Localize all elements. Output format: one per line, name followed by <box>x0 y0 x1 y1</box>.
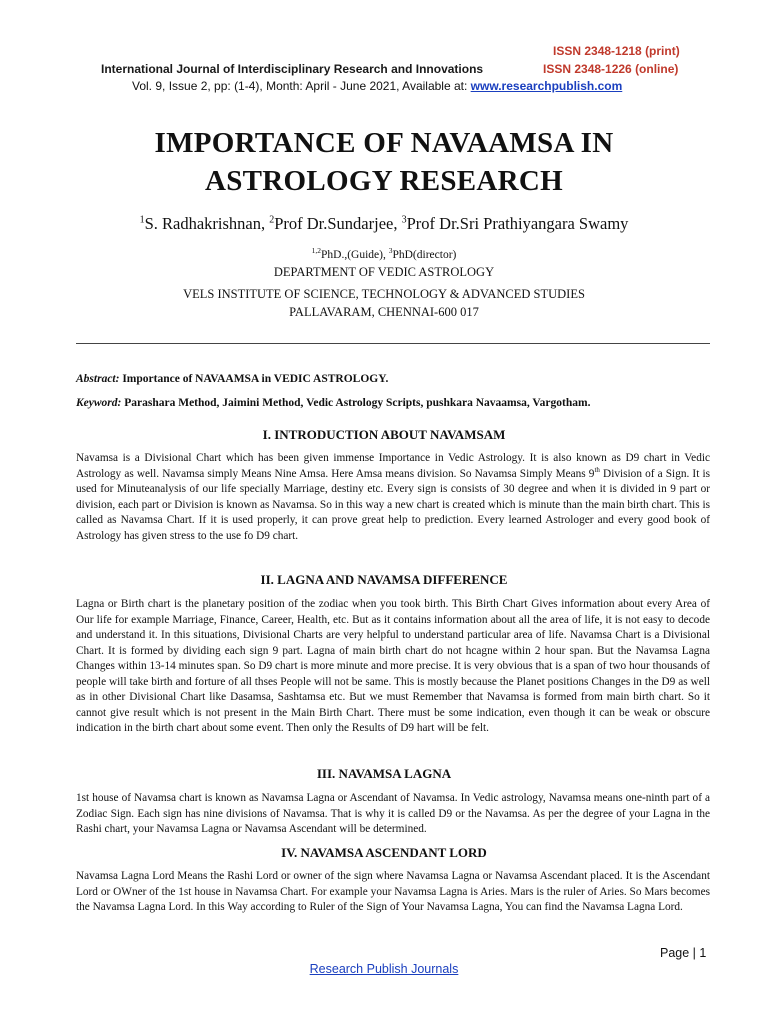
role-sup-2: 3 <box>388 246 393 255</box>
section-3-paragraph: 1st house of Navamsa chart is known as Navamsa Lagna or Ascendant of Navamsa. In Vedic astrology, Navamsa means one-ninth part of a Zodiac Sign. Each sign has nine divisions of Navamsa. That is why it is called D9 or the Navamsa. As per the degree of your Lagna in the Rashi chart, your Navamsa Lagna or Navamsa Ascendant will be determined. <box>76 792 710 835</box>
volume-text: Vol. 9, Issue 2, pp: (1-4), Month: April - June 2021, Available at: <box>132 79 471 93</box>
keyword-text: Parashara Method, Jaimini Method, Vedic Astrology Scripts, pushkara Navaamsa, Vargotham. <box>121 397 591 409</box>
address: PALLAVARAM, CHENNAI-600 017 <box>289 305 479 319</box>
section-2-paragraph: Lagna or Birth chart is the planetary position of the zodiac when you took birth. This Birth Chart Gives information about every Area of Our life for example Marriage, Finance, Career, Health, etc. But as it contains information about all the area of life, it is not easy to decode and understand it. In this situations, Divisional Charts are very helpful to understand particular area of life. Navamsa Chart is a Divisional Chart. It is formed by dividing each sign 9 part. Lagna of main birth chart do not hcagne within 2 hour span. But the Navamsa Lagna Changes within 13-14 minutes span. So D9 chart is more minute and more precise. It is very obvious that is a span of two hour thousands of people will take birth and forture of all thses People will not be same. This is mostly because the Planet positions Changes in the D9 as well as in other Divisional Chart like Dasamsa, Sashtamsa etc. But we must Remember that Navamsa is formed from main birth chart. So it cannot give result which is not present in the Main Birth Chart. There must be some indication, even though it can be weak or obscure indication in the birth chart about some event. Then only the Results of D9 hart will be felt. <box>76 598 710 734</box>
institute: VELS INSTITUTE OF SCIENCE, TECHNOLOGY & ADVANCED STUDIES <box>183 287 585 301</box>
volume-info <box>132 79 622 93</box>
author-3: Prof Dr.Sri Prathiyangara Swamy <box>406 214 629 233</box>
role-sup-1: 1,2 <box>311 246 322 255</box>
section-4-paragraph: Navamsa Lagna Lord Means the Rashi Lord or owner of the sign where Navamsa Lagna or Navamsa Ascendant placed. It is the Ascendant Lord or OWner of the 1st house in Navamsa Chart. For example your Navamsa Lagna is Aries. Mars is the ruler of Aries. So Mars becomes the Navamsa Lagna Lord. In this Way according to Ruler of the Sign of Your Navamsa Lagna, You can find the Navamsa Lagna Lord. <box>76 870 710 913</box>
section-1-text-a: Navamsa is a Divisional Chart which has been given immense Importance in Vedic Astrology. It is also known as D9 chart in Vedic Astrology as well. Navamsa simply Means Nine Amsa. Here Amsa means division. So Navamsa Simply Means 9 <box>76 452 710 480</box>
section-1-heading: I. INTRODUCTION ABOUT NAVAMSAM <box>262 427 506 442</box>
divider <box>76 343 710 344</box>
role-text-2: PhD(director) <box>392 248 457 261</box>
issn-online: ISSN 2348-1226 (online) <box>543 62 679 76</box>
abstract-text: Importance of NAVAAMSA in VEDIC ASTROLOGY. <box>119 373 389 385</box>
paper-title <box>0 124 768 200</box>
section-4-heading: IV. NAVAMSA ASCENDANT LORD <box>281 845 487 860</box>
department: DEPARTMENT OF VEDIC ASTROLOGY <box>273 265 495 279</box>
authors-line <box>0 214 768 234</box>
author-2: Prof Dr.Sundarjee, <box>274 214 402 233</box>
page-number: Page | 1 <box>660 946 707 960</box>
section-1-sup: th <box>594 465 600 474</box>
keywords <box>76 397 710 409</box>
issn-print: ISSN 2348-1218 (print) <box>553 44 680 58</box>
keyword-label: Keyword: <box>76 397 122 409</box>
title-line-1: IMPORTANCE OF NAVAAMSA IN <box>154 127 614 159</box>
title-line-2: ASTROLOGY RESEARCH <box>204 165 564 197</box>
abstract <box>76 373 710 385</box>
journal-url-link[interactable]: www.researchpublish.com <box>470 79 623 93</box>
section-1-text-b: Division of a Sign. It is used for Minuteanalysis of our life specially Marriage, destiny etc. Every sign is consists of 30 degree and when it is divided in 9 part or division, each part or Division is known as Navamsa. So in this way a new chart is created which is minute than the main birth chart. This is called as Navamsa Chart. If it is used properly, it can prove great help to prediction. Every learned Astrologer and every good book of Astrology has given stress to the use fo D9 chart. <box>76 467 710 542</box>
author-1: S. Radhakrishnan, <box>144 214 270 233</box>
section-3-heading: III. NAVAMSA LAGNA <box>316 766 452 781</box>
author-roles <box>0 246 768 261</box>
author-3-sup: 3 <box>401 214 407 226</box>
section-2-heading: II. LAGNA AND NAVAMSA DIFFERENCE <box>260 572 508 587</box>
abstract-label: Abstract: <box>76 373 120 385</box>
section-1-paragraph <box>76 451 710 544</box>
journal-name: International Journal of Interdisciplinary Research and Innovations <box>101 62 484 76</box>
role-text-1: PhD.,(Guide), <box>321 248 389 261</box>
publisher-link[interactable]: Research Publish Journals <box>309 962 459 976</box>
author-1-sup: 1 <box>139 214 145 226</box>
author-2-sup: 2 <box>269 214 275 226</box>
